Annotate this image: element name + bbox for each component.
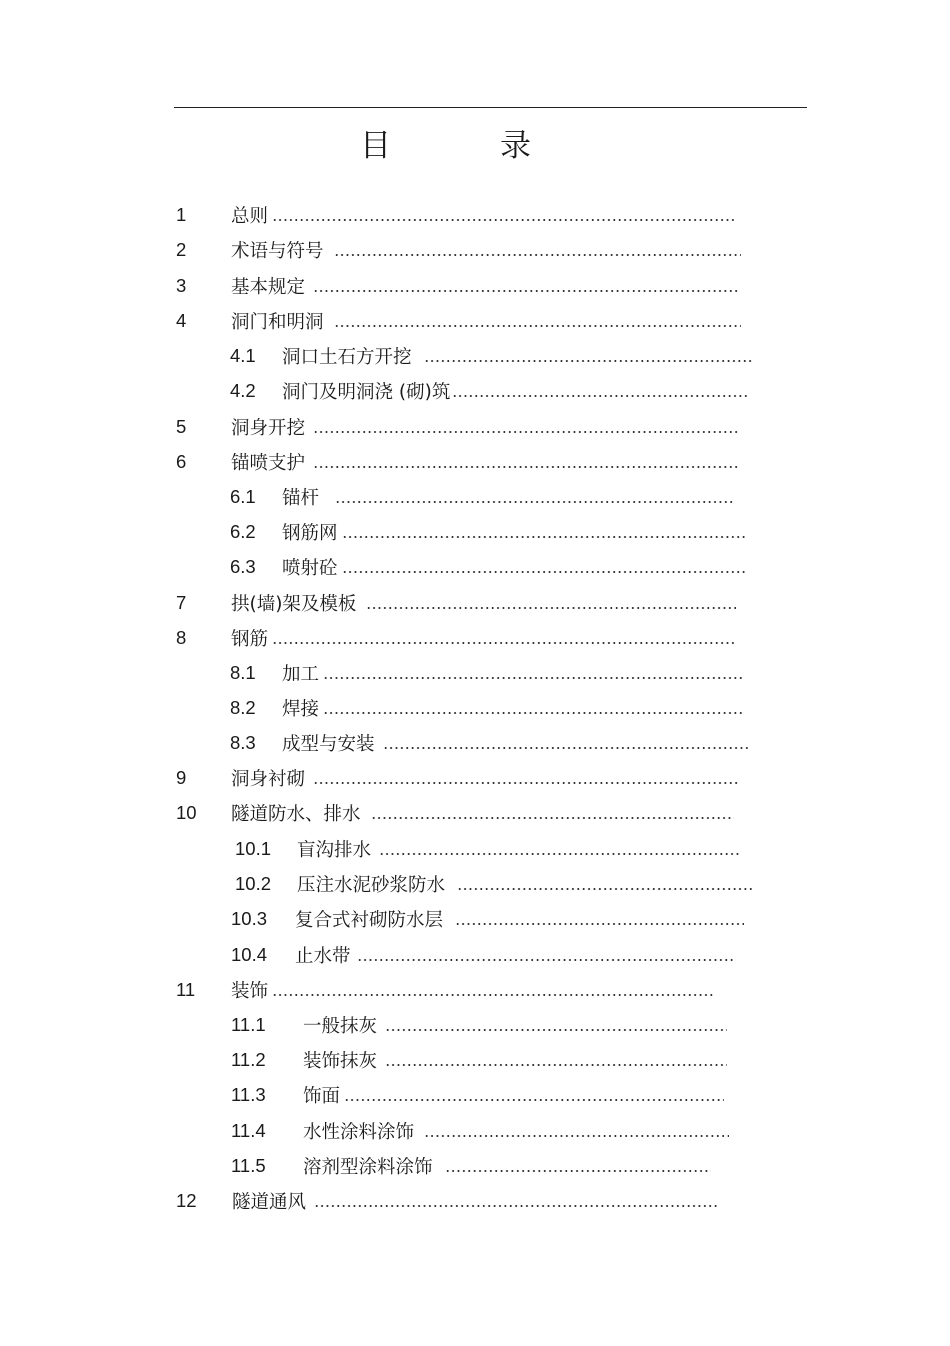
toc-entry[interactable] — [235, 835, 740, 863]
toc-number: 2 — [176, 239, 187, 260]
toc-label: 隧道防水、排水 — [231, 804, 361, 825]
toc-number: 6.2 — [230, 521, 256, 542]
dot-leader — [445, 1170, 711, 1172]
toc-label: 水性涂料涂饰 — [303, 1122, 415, 1143]
toc-entry[interactable] — [231, 1117, 729, 1145]
toc-entry[interactable] — [176, 201, 734, 229]
toc-label: 喷射砼 — [282, 558, 338, 579]
toc-number: 11.5 — [231, 1155, 266, 1176]
toc-number: 6.1 — [230, 486, 256, 507]
toc-entry[interactable] — [176, 413, 738, 441]
toc-number: 8.3 — [230, 732, 256, 753]
toc-label: 洞门和明洞 — [231, 312, 324, 333]
toc-label: 溶剂型涂料涂饰 — [303, 1157, 433, 1178]
dot-leader — [323, 712, 744, 714]
toc-label: 洞身衬砌 — [231, 769, 306, 790]
dot-leader — [424, 360, 752, 362]
toc-number: 6.3 — [230, 556, 256, 577]
dot-leader — [385, 1064, 727, 1066]
toc-label: 基本规定 — [231, 277, 306, 298]
toc-entry[interactable] — [176, 272, 738, 300]
toc-number: 10 — [176, 802, 197, 823]
dot-leader — [457, 888, 752, 890]
dot-leader — [366, 607, 736, 609]
toc-label: 装饰抹灰 — [303, 1051, 378, 1072]
toc-label: 拱(墙)架及模板 — [231, 594, 357, 615]
dot-leader — [334, 325, 741, 327]
title-char-2: 录 — [500, 128, 531, 164]
toc-entry[interactable] — [230, 553, 746, 581]
toc-label: 锚喷支护 — [231, 453, 306, 474]
toc-entry[interactable] — [230, 694, 744, 722]
toc-number: 11.4 — [231, 1120, 266, 1141]
toc-entry[interactable] — [231, 1081, 724, 1109]
toc-entry[interactable] — [176, 589, 736, 617]
toc-label: 总则 — [231, 206, 269, 227]
toc-label: 成型与安装 — [282, 734, 375, 755]
toc-entry[interactable] — [176, 1187, 718, 1215]
toc-label: 压注水泥砂浆防水 — [297, 875, 446, 896]
dot-leader — [357, 959, 736, 961]
toc-number: 4.1 — [230, 345, 256, 366]
toc-number: 10.2 — [235, 873, 272, 894]
dot-leader — [385, 1029, 727, 1031]
toc-number: 12 — [176, 1190, 197, 1211]
toc-label: 洞口土石方开挖 — [282, 347, 412, 368]
toc-number: 11.2 — [231, 1049, 266, 1070]
dot-leader — [272, 994, 714, 996]
toc-entry[interactable] — [230, 518, 746, 546]
dot-leader — [323, 677, 744, 679]
toc-entry[interactable] — [231, 1046, 727, 1074]
dot-leader — [383, 747, 748, 749]
toc-entry[interactable] — [176, 764, 738, 792]
toc-number: 10.3 — [231, 908, 268, 929]
dot-leader — [371, 817, 734, 819]
toc-label: 钢筋 — [231, 629, 269, 650]
toc-entry[interactable] — [176, 624, 734, 652]
dot-leader — [314, 1205, 718, 1207]
toc-label: 复合式衬砌防水层 — [295, 910, 444, 931]
toc-entry[interactable] — [230, 483, 735, 511]
toc-entry[interactable] — [176, 448, 738, 476]
toc-label: 焊接 — [282, 699, 320, 720]
toc-entry[interactable] — [176, 236, 741, 264]
dot-leader — [335, 501, 735, 503]
toc-number: 9 — [176, 767, 187, 788]
toc-number: 8.2 — [230, 697, 256, 718]
toc-number: 6 — [176, 451, 187, 472]
toc-number: 11.1 — [231, 1014, 266, 1035]
toc-number: 11 — [176, 979, 196, 1000]
toc-label: 钢筋网 — [282, 523, 338, 544]
toc-label: 加工 — [282, 664, 320, 685]
toc-label: 洞门及明洞浇 (砌)筑 — [282, 382, 451, 403]
toc-entry[interactable] — [176, 976, 714, 1004]
dot-leader — [424, 1135, 729, 1137]
dot-leader — [342, 536, 746, 538]
toc-number: 8 — [176, 627, 187, 648]
toc-label: 饰面 — [303, 1086, 341, 1107]
toc-number: 5 — [176, 416, 187, 437]
toc-entry[interactable] — [231, 905, 744, 933]
toc-entry[interactable] — [230, 342, 752, 370]
dot-leader — [452, 395, 748, 397]
toc-entry[interactable] — [231, 941, 736, 969]
dot-leader — [379, 853, 740, 855]
dot-leader — [272, 642, 734, 644]
dot-leader — [344, 1099, 724, 1101]
toc-entry[interactable] — [230, 659, 744, 687]
toc-label: 隧道通风 — [232, 1192, 307, 1213]
dot-leader — [313, 290, 738, 292]
toc-number: 11.3 — [231, 1084, 266, 1105]
dot-leader — [313, 431, 738, 433]
toc-label: 锚杆 — [282, 488, 320, 509]
dot-leader — [334, 254, 741, 256]
toc-label: 一般抹灰 — [303, 1016, 378, 1037]
toc-entry[interactable] — [235, 870, 752, 898]
dot-leader — [342, 571, 746, 573]
toc-entry[interactable] — [230, 377, 748, 405]
dot-leader — [313, 782, 738, 784]
toc-number: 10.1 — [235, 838, 272, 859]
toc-number: 7 — [176, 592, 187, 613]
toc-number: 1 — [176, 204, 187, 225]
dot-leader — [455, 923, 744, 925]
toc-label: 盲沟排水 — [297, 840, 372, 861]
toc-number: 4 — [176, 310, 187, 331]
toc-label: 术语与符号 — [231, 241, 324, 262]
title-char-1: 目 — [360, 128, 391, 164]
toc-entry[interactable] — [231, 1011, 727, 1039]
toc-number: 3 — [176, 275, 187, 296]
toc-number: 4.2 — [230, 380, 256, 401]
toc-entry[interactable] — [231, 1152, 711, 1180]
toc-number: 10.4 — [231, 944, 268, 965]
toc-label: 洞身开挖 — [231, 418, 306, 439]
toc-number: 8.1 — [230, 662, 256, 683]
dot-leader — [313, 466, 738, 468]
toc-label: 装饰 — [231, 981, 269, 1002]
dot-leader — [272, 219, 734, 221]
toc-entry[interactable] — [230, 729, 748, 757]
toc-entry[interactable] — [176, 799, 734, 827]
toc-entry[interactable] — [176, 307, 741, 335]
toc-label: 止水带 — [295, 946, 351, 967]
